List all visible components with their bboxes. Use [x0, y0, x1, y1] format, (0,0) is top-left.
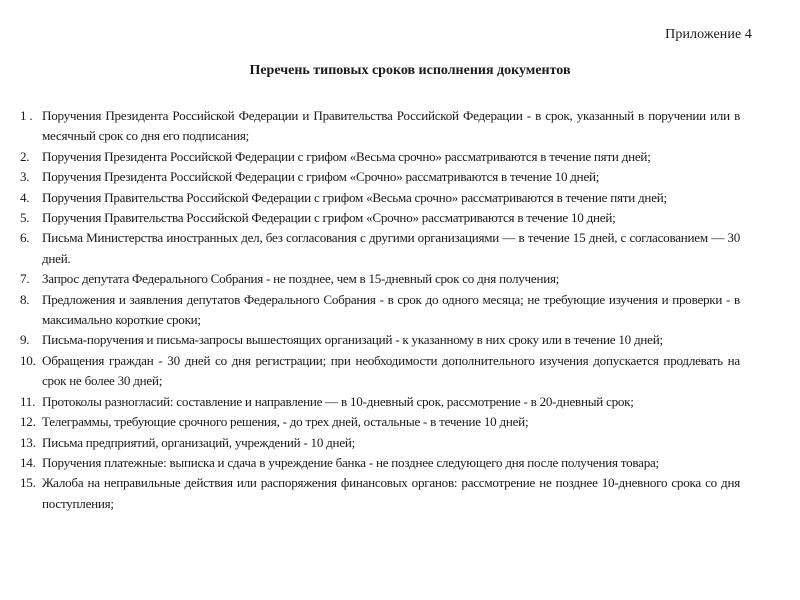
list-item-text: Предложения и заявления депутатов Федерального Собрания - в срок до одного месяца; не требующие изучения и проверки - в максимально короткие сроки; [42, 291, 740, 328]
list-item-text: Поручения Президента Российской Федерации и Правительства Российской Федерации - в срок, указанный в поручении или в месячный срок со дня его подписания; [42, 108, 740, 144]
list-item-text: Жалоба на неправильные действия или распоряжения финансовых органов: рассмотрение не позднее 10-дневного срока со дня поступления; [42, 475, 740, 511]
list-item-text: Запрос депутата Федерального Собрания - не позднее, чем в 15-дневный срок со дня получения; [42, 271, 560, 287]
list-item-number: 5. [20, 210, 30, 226]
list-item-text: Обращения граждан - 30 дней со дня регистрации; при необходимости дополнительного изучения допускается продлевать на срок не более 30 дней; [42, 352, 740, 389]
list-item [20, 412, 740, 432]
list-item [20, 147, 740, 167]
list-item-text: Протоколы разногласий: составление и направление — в 10-дневный срок, рассмотрение - в 20-дневный срок; [42, 393, 634, 409]
list-item [20, 290, 740, 331]
list-item-number: 1 . [20, 108, 33, 123]
list-item-number: 11. [20, 393, 36, 409]
list-item [20, 433, 740, 453]
document-title: Перечень типовых сроков исполнения документов [249, 63, 571, 78]
list-item-number: 13. [20, 434, 36, 450]
list-item [20, 167, 740, 187]
list-item-number: 10. [20, 352, 36, 368]
list-item [20, 330, 740, 350]
list-item-text: Поручения Правительства Российской Федерации с грифом «Срочно» рассматриваются в течение 10 дней; [42, 210, 616, 226]
list-item [20, 453, 740, 473]
list-item [20, 392, 740, 412]
appendix-label: Приложение 4 [665, 27, 752, 42]
list-item-text: Письма Министерства иностранных дел, без согласования с другими организациями — в течение 15 дней, с согласованием — 30 дней. [42, 230, 740, 266]
list-item [20, 106, 740, 147]
list-item-text: Поручения платежные: выписка и сдача в учреждение банка - не позднее следующего дня после получения товара; [42, 454, 659, 470]
list-item [20, 228, 740, 269]
list-item [20, 188, 740, 208]
list-item [20, 473, 740, 514]
list-item-number: 12. [20, 414, 36, 430]
list-item-number: 4. [20, 189, 30, 205]
list-item-text: Телеграммы, требующие срочного решения, - до трех дней, остальные - в течение 10 дней; [42, 414, 529, 430]
list-item-text: Письма-поручения и письма-запросы вышестоящих организаций - к указанному в них сроку или в течение 10 дней; [42, 332, 663, 348]
list-item-number: 2. [20, 148, 30, 164]
list-item-number: 14. [20, 454, 36, 470]
list-item-text: Письма предприятий, организаций, учреждений - 10 дней; [42, 434, 356, 450]
list-item-number: 8. [20, 291, 30, 307]
list-item [20, 351, 740, 392]
list-item-text: Поручения Президента Российской Федерации с грифом «Срочно» рассматриваются в течение 10 дней; [42, 169, 600, 185]
list-item-text: Поручения Правительства Российской Федерации с грифом «Весьма срочно» рассматриваются в течение пяти дней; [42, 189, 667, 205]
list-item [20, 208, 740, 228]
list-item-text: Поручения Президента Российской Федерации с грифом «Весьма срочно» рассматриваются в течение пяти дней; [42, 148, 651, 164]
list-item [20, 269, 740, 289]
list-item-number: 9. [20, 332, 30, 348]
deadline-list [20, 106, 740, 514]
list-item-number: 15. [20, 475, 36, 491]
list-item-number: 3. [20, 169, 30, 185]
list-item-number: 7. [20, 271, 30, 287]
list-item-number: 6. [20, 230, 30, 246]
